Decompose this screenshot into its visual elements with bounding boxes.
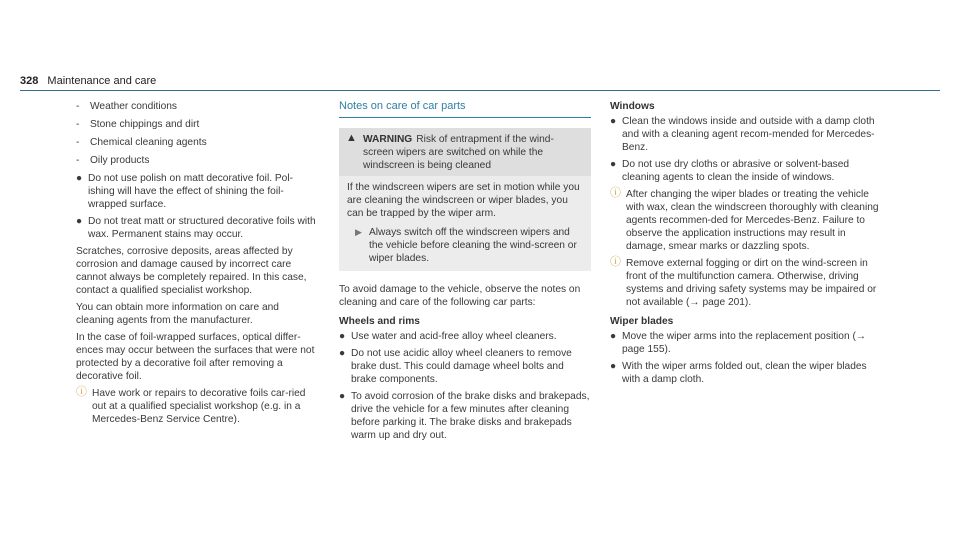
bullet-icon: ●	[339, 348, 346, 359]
page-number: 328	[20, 75, 39, 87]
note-text: After changing the wiper blades or treating the vehicle with wax, clean the windscreen thoroughly with cleaning agents recommen-ded for Mercedes-Benz. Failure to observe the application instructions may result in damage, smear marks or dazzling spots.	[626, 189, 879, 252]
subheading-wheels: Wheels and rims	[339, 316, 420, 327]
list-item	[610, 158, 882, 184]
bullet-icon: ●	[339, 391, 346, 402]
column-left	[76, 100, 316, 430]
list-item	[339, 347, 591, 386]
list-item	[610, 360, 882, 386]
subheading-wiper-blades: Wiper blades	[610, 316, 674, 327]
note	[610, 188, 882, 253]
warning-box	[339, 128, 591, 271]
warning-action-text: Always switch off the windscreen wipers and the vehicle before cleaning the wind-screen or wiper blades.	[369, 227, 577, 264]
info-icon: ⓘ	[76, 386, 87, 398]
bullet-icon: ●	[76, 173, 83, 184]
warning-action	[347, 226, 583, 265]
bullet-icon: ●	[610, 159, 617, 170]
list-item	[339, 330, 591, 343]
warning-headline: Risk of entrapment if the wind-screen wipers are switched on while the windscreen is being cleaned	[363, 134, 554, 171]
column-right	[610, 100, 882, 390]
play-arrow-icon: ▶	[355, 227, 362, 237]
bullet-text: Move the wiper arms into the replacement position (→ page 155).	[622, 331, 867, 355]
bullet-icon: ●	[339, 331, 346, 342]
bullet-text: To avoid corrosion of the brake disks and brakepads, drive the vehicle for a few minutes after cleaning before parking it. The brake disks and brakepads warm up and dry out.	[351, 391, 590, 441]
note	[76, 387, 316, 426]
chapter-title: Maintenance and care	[47, 75, 157, 87]
note	[610, 257, 882, 309]
warning-label: WARNING	[363, 134, 413, 145]
page-header	[20, 75, 156, 87]
header-rule	[20, 90, 940, 91]
list-item	[76, 172, 316, 211]
subheading-windows: Windows	[610, 101, 655, 112]
paragraph: To avoid damage to the vehicle, observe the notes on cleaning and care of the following car parts:	[339, 284, 581, 308]
bullet-icon: ●	[76, 216, 83, 227]
bullet-text: Do not use acidic alloy wheel cleaners to remove brake dust. This could damage wheel bolts and brake components.	[351, 348, 572, 385]
list-item	[610, 115, 882, 154]
note-text: Have work or repairs to decorative foils car-ried out at a qualified specialist workshop (e.g. in a Mercedes-Benz Service Centre).	[92, 388, 306, 425]
bullet-text: Do not use dry cloths or abrasive or solvent-based cleaning agents to clean the inside of windows.	[622, 159, 850, 183]
bullet-text: Clean the windows inside and outside with a damp cloth and with a cleaning agent recom-mended for Mercedes-Benz.	[622, 116, 875, 153]
info-icon: ⓘ	[610, 256, 621, 268]
bullet-icon: ●	[610, 361, 617, 372]
column-middle	[339, 100, 591, 446]
note-text: Remove external fogging or dirt on the wind-screen in front of the multifunction camera. Otherwise, driving systems and driving safety systems may be impaired or not available (→ page 201).	[626, 258, 877, 308]
warning-header	[339, 128, 591, 176]
bullet-text: Do not treat matt or structured decorative foils with wax. Permanent stains may occur.	[88, 216, 316, 240]
bullet-text: With the wiper arms folded out, clean the wiper blades with a damp cloth.	[622, 361, 867, 385]
warning-icon: ▲	[346, 132, 357, 144]
bullet-text: Use water and acid-free alloy wheel cleaners.	[351, 331, 557, 342]
list-item	[76, 215, 316, 241]
list-item: - Weather conditions	[76, 100, 316, 113]
list-item: - Chemical cleaning agents	[76, 136, 316, 149]
paragraph: Scratches, corrosive deposits, areas affected by corrosion and damage caused by incorrect care cannot always be completely repaired. In this case, contact a qualified specialist workshop.	[76, 246, 307, 296]
bullet-icon: ●	[610, 116, 617, 127]
bullet-text: Do not use polish on matt decorative foil. Pol-ishing will have the effect of shining the foil-wrapped surface.	[88, 173, 293, 210]
info-icon: ⓘ	[610, 187, 621, 199]
list-item: - Stone chippings and dirt	[76, 118, 316, 131]
section-title: Notes on care of car parts	[339, 100, 591, 118]
warning-body	[339, 176, 591, 271]
warning-text: If the windscreen wipers are set in motion while you are cleaning the windscreen or wiper blades, you can be trapped by the wiper arm.	[347, 182, 580, 219]
list-item	[339, 390, 591, 442]
paragraph: In the case of foil-wrapped surfaces, optical differ-ences may occur between the surfaces that were not protected by a decorative foil after removing a decorative foil.	[76, 332, 315, 382]
list-item	[610, 330, 882, 356]
paragraph: You can obtain more information on care and cleaning agents from the manufacturer.	[76, 302, 279, 326]
list-item: - Oily products	[76, 154, 316, 167]
bullet-icon: ●	[610, 331, 617, 342]
